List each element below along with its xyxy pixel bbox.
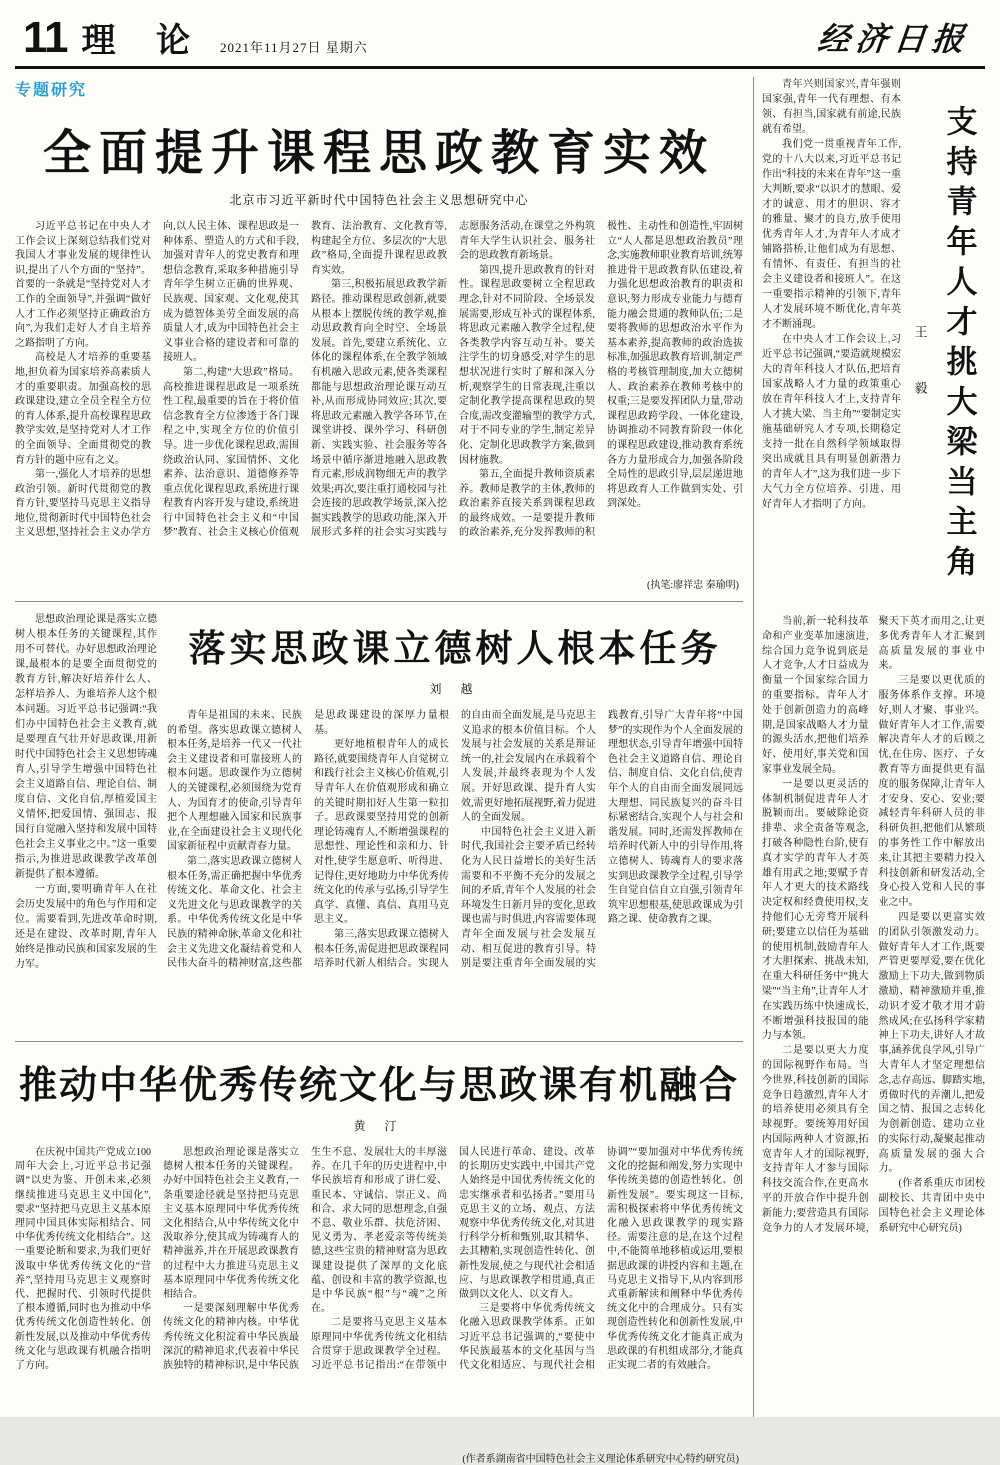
paragraph: 第二,构建“大思政”格局。高校推进课程思政是一项系统性工程,最重要的旨在于将价值信念教育全方位渗透于各门课程之中,实现全方位的价值引导。进一步优化课程思政,需围绕政治认同、家国情怀、文化素养、法治意识、道德修养等重点优化课程思政,系统进行课程教育内容开发与建设,系统进行中国特色社会主义和“中国梦”教育、社会主义核心价值观教育、法治教育、文化教育等,构建起全方位、多层次的“大思政”格局,全面提升课程思政教育实效。 <box>163 221 447 539</box>
paragraph: 四是要以更富实效的团队引领激发动力。做好青年人才工作,既要严管更要厚爱,要在优化激励上下功夫,做到物质激励、精神激励并重,推动识才爱才敬才用才蔚然成风;在弘扬科学家精神上下功夫,讲好人才故事,涵养优良学风,引导广大青年人才坚定理想信念,志存高远、脚踏实地,勇做时代的弄潮儿,把爱国之情、报国之志转化为创新创造、建功立业的实际行动,凝聚起推动高质量发展的强大合力。 <box>878 911 985 1175</box>
paragraph: 思想政治理论课是落实立德树人根本任务的关键课程,其作用不可替代。办好思想政治理论课,最根本的是要全面贯彻党的教育方针,解决好培养什么人、怎样培养人、为谁培养人这个根本问题。习近平总书记强调:“我们办中国特色社会主义教育,就是要理直气壮开好思政课,用新时代中国特色社会主义思想铸魂育人,引导学生增强中国特色社会主义道路自信、理论自信、制度自信、文化自信,厚植爱国主义情怀,把爱国情、强国志、报国行自觉融入坚持和发展中国特色社会主义事业之中。”这一重要指示,为推进思政课教学改革创新提供了根本遵循。 <box>15 614 157 880</box>
topic-label: 专题研究 <box>15 82 88 99</box>
paragraph: 习近平总书记在中央人才工作会议上深刻总结我们党对我国人才事业发展的规律性认识,提出了八个方面的“坚持”。首要的一条就是“坚持党对人才工作的全面领导”,并强调“做好人才工作必须坚持正确政治方向”,为我们走好人才自主培养之路指明了方向。 <box>15 221 151 349</box>
article3-headline: 推动中华优秀传统文化与思政课有机融合 <box>18 1065 739 1107</box>
paragraph: 中国特色社会主义进入新时代,我国社会主要矛盾已经转化为人民日益增长的美好生活需要和不平衡不充分的发展之间的矛盾,青年个人发展的社会环境发生日新月异的变化,思政课也需与时俱进,内容需要体现青年全面发展与社会发展互动、相互促进的教育引导。特别是要注重青年全面发展的实践教育,引导广大青年将“中国梦”的实现作为个人全面发展的理想状态,引导青年增强中国特色社会主义道路自信、理论自信、制度自信、文化自信,使青年个人的自由而全面发展同远大理想、同民族复兴的奋斗目标紧密结合,实现个人与社会和谐发展。同时,还需发挥教师在培养时代新人中的引导作用,将立德树人、铸魂育人的要求落实到思政课教学全过程,引导学生自觉自信自立自强,引领青年筑牢思想根基,使思政课成为引路之课、使命教育之课。 <box>461 710 743 970</box>
article1-headline: 全面提升课程思政教育实效 <box>42 127 715 180</box>
paragraph: 第一,强化人才培养的思想政治引领。新时代贯彻党的教育方针,要坚持马克思主义指导地位,贯彻新时代中国特色社会主义思想,坚持社会主义办学方向,以人民主体、课程思政是一种体系、塑造人的方式和手段,加强对青年人的党史教育和理想信念教育,采取多种措施引导青年学生树立正确的世界观、民族观、国家观、文化观,使其成为德智体美劳全面发展的高质量人才,成为中国特色社会主义事业合格的建设者和可靠的接班人。 <box>15 221 299 539</box>
newspaper-masthead-logo: 经济日报 <box>815 21 972 57</box>
paragraph: 高校是人才培养的重要基地,担负着为国家培养高素质人才的重要职责。加强高校的思政课建设,建立全员全程全方位的育人体系,提升高校课程思政教学实效,是坚持党对人才工作的全面领导、全面贯彻党的教育方针的题中应有之义。 <box>15 352 151 466</box>
paragraph: 第二,落实思政课立德树人根本任务,需正确把握中华优秀传统文化、革命文化、社会主义先进文化与思政课教学的关系。中华优秀传统文化是中华民族的精神命脉,革命文化和社会主义先进文化凝结着党和人民伟大奋斗的精神财富,这些都是思政课建设的深厚力量根基。 <box>167 710 449 970</box>
article1-signature: (执笔:廖祥忠 秦瑜明) <box>647 580 739 591</box>
paragraph: 三是要将中华优秀传统文化融入思政课教学体系。正如习近平总书记强调的,“要使中华民族最基本的文化基因与当代文化相适应、与现代社会相协调”“要加强对中华优秀传统文化的挖掘和阐发,努力实现中华传统美德的创造性转化、创新性发展”。要实现这一目标,需积极探索将中华优秀传统文化融入思政课教学的现实路径。需要注意的是,在这个过程中,不能简单地移植或运用,要根据思政课的讲授内容和主题,在马克思主义指导下,从内容到形式重新解读和阐释中华优秀传统文化中的合理成分。只有实现创造性转化和创新性发展,中华优秀传统文化才能真正成为思政课的有机组成部分,才能真正实现二者的有效融合。 <box>459 1147 743 1372</box>
paragraph: 更好地植根青年人的成长路径,就要围绕青年人自觉树立和践行社会主义核心价值观,引导青年人在价值观形成和确立的关键时期扣好人生第一粒扣子。思政课要坚持用党的创新理论铸魂育人,不断增强课程的思想性、理论性和亲和力、针对性,使学生愿意听、听得进、记得住,更好地助力中华优秀传统文化的传承与弘扬,引导学生真学、真懂、真信、真用马克思主义。 <box>314 739 449 926</box>
paragraph: 思想政治理论课是落实立德树人根本任务的关键课程。办好中国特色社会主义教育,一条重要途径就是坚持把马克思主义基本原理同中华优秀传统文化相结合,从中华传统文化中汲取养分,使其成为铸魂育人的精神滋养,并在开展思政课教育的过程中大力推进马克思主义基本原理同中华优秀传统文化相结合。 <box>163 1147 299 1301</box>
edition-date: 2021年11月27日 星期六 <box>220 40 368 55</box>
paragraph: 二是要以更大力度的国际视野作布局。当今世界,科技创新的国际竞争日趋激烈,青年人才的培养使用必须具有全球视野。要统筹用好国内国际两种人才资源,拓宽青年人才的国际视野,支持青年人才参与国际科技交流合作,在更高水平的开放合作中提升创新能力;要营造具有国际竞争力的人才发展环境,聚天下英才而用之,让更多优秀青年人才汇聚到高质量发展的事业中来。 <box>762 616 985 1234</box>
article3-author: 黄 汀 <box>353 1119 405 1133</box>
paragraph: 第五,全面提升教师资质素养。教师是教学的主体,教师的政治素养直接关系到课程思政的最终成效。一是要提升教师的政治素养,充分发挥教师的积极性、主动性和创造性,牢固树立“人人都是思想政治教员”理念,实施教师职业教育培训,统筹推进骨干思政教育队伍建设,着力强化思想政治教育的职责和意识,努力形成专业能力与德育能力融会贯通的教师队伍;二是要将教师的思想政治水平作为基本素养,提高教师的政治选拔标准,加强思政教育培训,制定严格的考核管理制度,加大立德树人、政治素养在教师考核中的权重;三是要发挥团队力量,带动课程思政跨学段、一体化建设,协调推动不同教育阶段一体化的课程思政建设,推动教育系统各方力量形成合力,加强各阶段全局性的思政引导,层层递进地将思政育人工作做到实处、引到深处。 <box>459 221 743 539</box>
paragraph: 第三,积极拓展思政教学新路径。推动课程思政创新,就要从根本上摆脱传统的教学观,推动思政教育向全时空、全场景发展。首先,要建立系统化、立体化的课程体系,在全教学领域有机融入思政元素,使各类课程都能与思想政治理论课互动互补,从而形成协同效应;其次,要将思政元素融入教学各环节,在课堂讲授、课外学习、科研创新、实践实验、社会服务等各场景中循序渐进地融入思政教育元素,形成润物细无声的教学效果;再次,要注重打通校园与社会连接的思政教学场景,深入挖掘实践教学的思政功能,深入开展形式多样的社会实习实践与志愿服务活动,在课堂之外构筑青年大学生认识社会、服务社会的思政教育新场景。 <box>311 221 595 539</box>
article-course-ideology <box>15 77 743 591</box>
paragraph: 青年兴则国家兴,青年强则国家强,青年一代有理想、有本领、有担当,国家就有前途,民族就有希望。 <box>762 79 901 135</box>
header-left <box>23 13 368 62</box>
sidebar-signature: (作者系重庆市团校副校长、共青团中央中国特色社会主义理论体系研究中心研究员) <box>878 1178 985 1234</box>
article2-main-block <box>167 612 743 1031</box>
article3-signature: (作者系湖南省中国特色社会主义理论体系研究中心特约研究员) <box>462 1454 739 1465</box>
article2-lead-column <box>15 612 167 1030</box>
paragraph: 一是要以更灵活的体制机制促进青年人才脱颖而出。要破除论资排辈、求全责备等观念,打破各种隐性台阶,使有真才实学的青年人才英雄有用武之地;要赋予青年人才更大的技术路线决定权和经费使用权,支持他们心无旁骛开展科研;要建立以信任为基础的使用机制,鼓励青年人才大胆探索、挑战未知,在重大科研任务中“挑大梁”“当主角”,让青年人才在实践历练中快速成长,不断增强科技报国的能力与本领。 <box>762 778 869 1042</box>
page-content <box>15 77 985 1465</box>
section-title: 理 论 <box>81 23 207 60</box>
paragraph: 在庆祝中国共产党成立100周年大会上,习近平总书记强调“以史为鉴、开创未来,必须继续推进马克思主义中国化”,要求“坚持把马克思主义基本原理同中国具体实际相结合、同中华优秀传统文化相结合”。这一重要论断和要求,为我们更好汲取中华优秀传统文化的“营养”,坚持用马克思主义观察时代、把握时代、引领时代提供了根本遵循,同时也为推动中华优秀传统文化创造性转化、创新性发展,以及推动中华优秀传统文化与思政课有机融合指明了方向。 <box>15 1147 151 1372</box>
sidebar-article <box>753 77 985 1417</box>
sidebar-top-block <box>762 77 985 607</box>
article1-byline: 北京市习近平新时代中国特色社会主义思想研究中心 <box>229 193 529 207</box>
sidebar-title-strip <box>933 77 985 607</box>
sidebar-author-strip <box>907 77 933 607</box>
paragraph: 第四,提升思政教育的针对性。课程思政要树立全程思政理念,针对不同阶段、全场景发展需要,形成互补式的课程体系,将思政元素融入教学全过程,使各类教学内容互动互补。要关注学生的切身感受,对学生的思想状况进行实时了解和深入分析,观察学生的日常表现,注重以定制化教学提高课程思政的契合度,需改变灌输型的教学方式,对于不同专业的学生,制定差异化、定制化思政教学方案,做到因材施教。 <box>459 264 595 466</box>
main-column <box>15 77 753 1465</box>
sidebar-author: 王 毅 <box>912 325 928 408</box>
sidebar-top-text <box>762 77 907 607</box>
paragraph: 一是要深刻理解中华优秀传统文化的精神内核。中华优秀传统文化积淀着中华民族最深沉的精神追求,代表着中华民族独特的精神标识,是中华民族生生不息、发展壮大的丰厚滋养。在几千年的历史进程中,中华民族培育和形成了讲仁爱、重民本、守诚信、崇正义、尚和合、求大同的思想理念,自强不息、敬业乐群、扶危济困、见义勇为、孝老爱亲等传统美德,这些宝贵的精神财富为思政课建设提供了深厚的文化底蕴、创设和丰富的教学资源,也是中华民族“根”与“魂”之所在。 <box>163 1147 447 1372</box>
article-traditional-culture <box>15 1041 743 1465</box>
article2-body <box>167 709 743 1031</box>
article3-body <box>15 1146 743 1446</box>
paragraph: 第三,落实思政课立德树人根本任务,需促进把思政课程同培养时代新人相结合。实现人的自由而全面发展,是马克思主义追求的根本价值目标。个人发展与社会发展的关系是辩证统一的,社会发展内在承载着个人发展,并最终表现为个人发展。开好思政课、提升育人实效,需更好地拓展视野,着力促进人的全面发展。 <box>314 710 596 970</box>
article2-headline: 落实思政课立德树人根本任务 <box>188 629 722 670</box>
paragraph: 青年是祖国的未来、民族的希望。落实思政课立德树人根本任务,是培养一代又一代社会主义建设者和可靠接班人的根本问题。思政课作为立德树人的关键课程,必须围绕为党育人、为国育才的使命,引导青年把个人理想融入国家和民族事业,在全面建设社会主义现代化国家新征程中贡献青春力量。 <box>167 710 302 853</box>
page-number: 11 <box>23 13 68 62</box>
paragraph: 我们党一贯重视青年工作,党的十八大以来,习近平总书记作出“科技的未来在青年”这一重大判断,要求“以识才的慧眼、爱才的诚意、用才的胆识、容才的雅量、聚才的良方,放手使用优秀青年人才,为青年人才成才铺路搭桥,让他们成为有思想、有情怀、有责任、有担当的社会主义建设者和接班人”。在这一重要指示精神的引领下,青年人才发展环境不断优化,青年英才不断涌现。 <box>762 139 901 330</box>
page-header <box>15 10 985 69</box>
sidebar-vertical-headline: 支持青年人才挑大梁当主角 <box>941 105 977 585</box>
article1-body <box>15 220 743 572</box>
article-lide-shuren <box>15 601 743 1031</box>
paragraph: 当前,新一轮科技革命和产业变革加速演进,综合国力竞争说到底是人才竞争,人才日益成为衡量一个国家综合国力的重要指标。青年人才处于创新创造力的高峰期,是国家战略人才力量的源头活水,把他们培养好、使用好,事关党和国家事业发展全局。 <box>762 616 869 775</box>
paragraph: 三是要以更优质的服务体系作支撑。环境好,则人才聚、事业兴。做好青年人才工作,需要解决青年人才的后顾之忧,在住房、医疗、子女教育等方面提供更有温度的服务保障,让青年人才安身、安心、安业;要减轻青年科研人员的非科研负担,把他们从繁琐的事务性工作中解放出来,让其把主要精力投入科技创新和研发活动,全身心投入党和人民的事业之中。 <box>878 675 985 909</box>
sidebar-bottom-text <box>762 615 985 1417</box>
sidebar-bottom-paragraphs <box>762 615 985 1236</box>
article2-author: 刘 越 <box>429 682 481 696</box>
paragraph: 在中央人才工作会议上,习近平总书记强调,“要造就规模宏大的青年科技人才队伍,把培育国家战略人才力量的政策重心放在青年科技人才上,支持青年人才挑大梁、当主角”“要制定实施基础研究人才专项,长期稳定支持一批在自然科学领域取得突出成就且具有明显创新潜力的青年人才”,这为我们进一步下大气力全方位培养、引进、用好青年人才指明了方向。 <box>762 334 901 510</box>
paragraph: 一方面,要明确青年人在社会历史发展中的角色与作用和定位。需要看到,先进改革命时期,还是在建设、改革时期,青年人始终是推动民族和国家发展的生力军。 <box>15 884 157 970</box>
paragraph: 二是要将马克思主义基本原理同中华优秀传统文化相结合贯穿于思政课教学全过程。习近平总书记指出:“在带领中国人民进行革命、建设、改革的长期历史实践中,中国共产党人始终是中国优秀传统文化的忠实继承者和弘扬者。”要用马克思主义的立场、观点、方法观察中华优秀传统文化,对其进行科学分析和甄别,取其精华、去其糟粕,实现创造性转化、创新性发展,使之与现代社会相适应、与思政课教学相贯通,真正做到以文化人、以文育人。 <box>311 1147 595 1372</box>
